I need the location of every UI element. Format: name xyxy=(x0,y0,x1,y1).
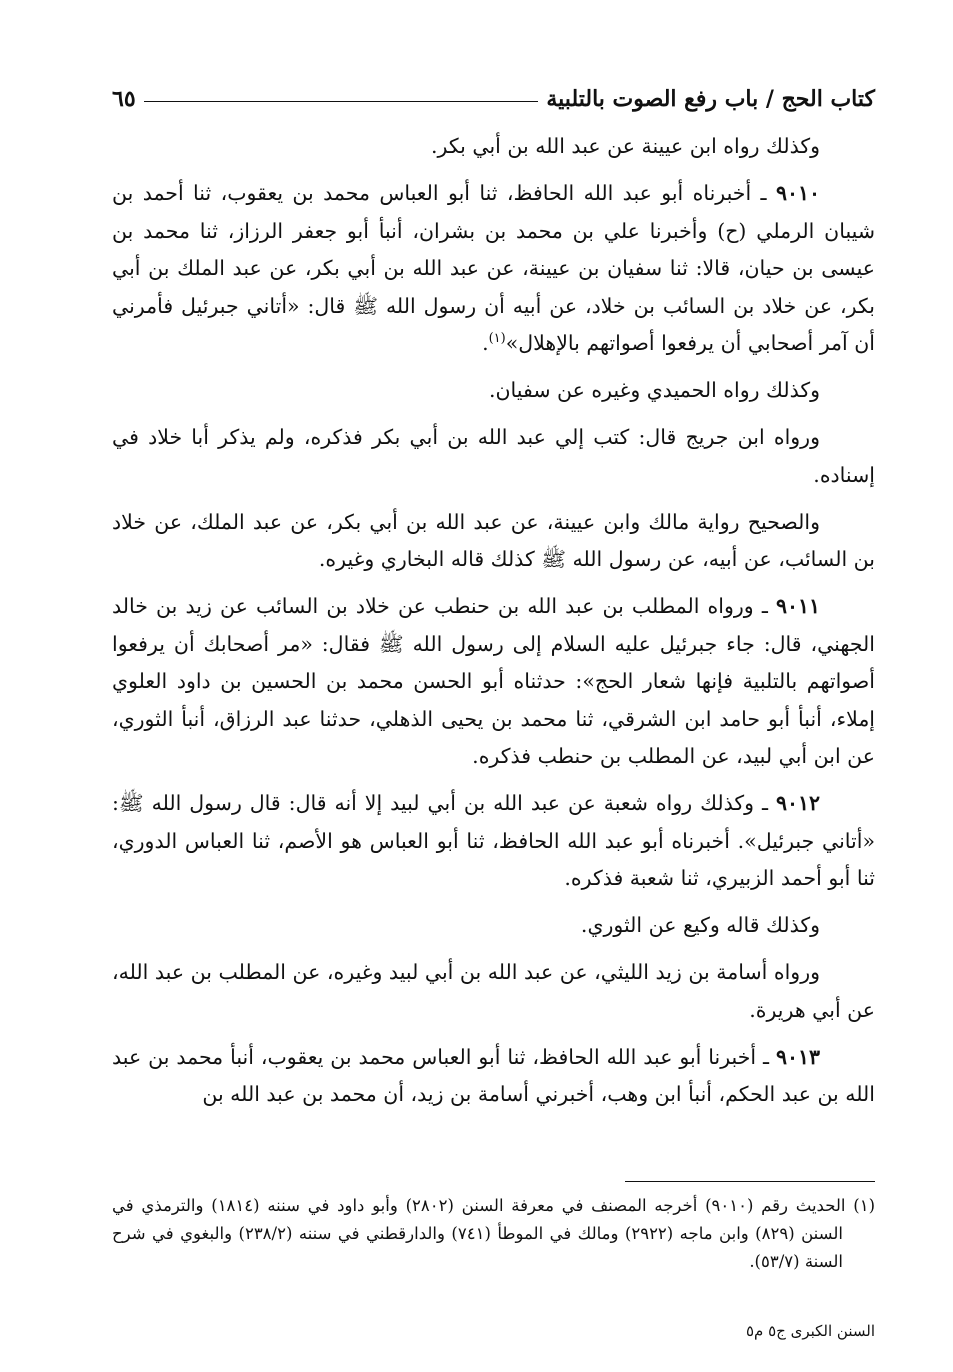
footnotes xyxy=(112,1192,875,1276)
running-header xyxy=(112,72,875,112)
paragraph xyxy=(112,372,875,410)
hadith-number: ٩٠١٢ xyxy=(775,791,820,815)
footnote: (١) الحديث رقم (٩٠١٠) أخرجه المصنف في معرفة السنن (٢٨٠٢) وأبو داود في سننه (١٨١٤) والترمذي في السنن (٨٢٩) وابن ماجه (٢٩٢٢) ومالك في الموطأ (٧٤١) والدارقطني في سننه (٢٣٨/٢) والبغوي في شرح السنة (٥٣/٧). xyxy=(112,1196,875,1271)
hadith-number: ٩٠١٣ xyxy=(775,1044,820,1069)
paragraph-text: ـ أخبرنا أبو عبد الله الحافظ، ثنا أبو العباس محمد بن يعقوب، أنبأ محمد بن عبد الله بن عبد الحكم، أنبأ ابن وهب، أخبرني أسامة بن زيد، أن محمد بن عبد الله بن xyxy=(112,1044,875,1106)
hadith-paragraph xyxy=(112,785,875,898)
paragraph-text: ـ ورواه المطلب بن عبد الله بن حنطب عن خلاد بن السائب عن زيد بن خالد الجهني، قال: جاء جبرئيل عليه السلام إلى رسول الله ﷺ فقال: «مر أصحابك أن يرفعوا أصواتهم بالتلبية فإنها شعار الحج»: حدثناه أبو الحسن محمد بن الحسين بن داود العلوي إملاء، أنبأ أبو حامد ابن الشرقي، ثنا محمد بن يحيى الذهلي، حدثنا عبد الرزاق، أنبأ الثوري، عن ابن أبي لبيد، عن المطلب بن حنطب فذكره. xyxy=(112,594,875,768)
paragraph-end: . xyxy=(482,331,489,355)
hadith-number: ٩٠١٠ xyxy=(775,181,820,205)
page-footer: السنن الكبرى ج٥ م٥ xyxy=(745,1322,875,1340)
main-text xyxy=(112,128,875,1123)
paragraph-text: ورواه أسامة بن زيد الليثي، عن عبد الله بن أبي لبيد وغيره، عن المطلب بن عبد الله، عن أبي هريرة. xyxy=(112,960,875,1022)
header-rule xyxy=(144,101,539,102)
footnote-reference[interactable]: (١) xyxy=(488,331,506,347)
paragraph-text: ـ وكذلك رواه شعبة عن عبد الله بن أبي لبيد إلا أنه قال: قال رسول الله ﷺ: «أتاني جبرئيل». أخبرناه أبو عبد الله الحافظ، ثنا أبو العباس هو الأصم، ثنا العباس الدوري، ثنا أبو أحمد الزبيري، ثنا شعبة فذكره. xyxy=(112,791,875,890)
header-title: كتاب الحج / باب رفع الصوت بالتلبية xyxy=(546,86,875,112)
paragraph xyxy=(112,419,875,494)
paragraph xyxy=(112,907,875,945)
paragraph xyxy=(112,954,875,1029)
paragraph-text: والصحيح رواية مالك وابن عيينة، عن عبد الله بن أبي بكر، عن عبد الملك، عن خلاد بن السائب، عن أبيه، عن رسول الله ﷺ كذلك قاله البخاري وغيره. xyxy=(112,509,875,571)
paragraph-text: وكذلك قاله وكيع عن الثوري. xyxy=(580,913,820,937)
hadith-paragraph xyxy=(112,1039,875,1114)
paragraph xyxy=(112,128,875,166)
footnote-divider xyxy=(625,1181,875,1182)
paragraph-text: وكذلك رواه ابن عيينة عن عبد الله بن أبي بكر. xyxy=(431,134,820,158)
hadith-paragraph xyxy=(112,175,875,363)
paragraph-text: ورواه ابن جريج قال: كتب إلي عبد الله بن أبي بكر فذكره، ولم يذكر أبا خلاد في إسناده. xyxy=(112,425,875,487)
paragraph-text: وكذلك رواه الحميدي وغيره عن سفيان. xyxy=(488,378,820,402)
hadith-number: ٩٠١١ xyxy=(775,594,820,618)
page-number: ٦٥ xyxy=(112,86,136,112)
paragraph xyxy=(112,504,875,579)
hadith-paragraph xyxy=(112,588,875,776)
paragraph-text: ـ أخبرناه أبو عبد الله الحافظ، ثنا أبو العباس محمد بن يعقوب، ثنا أحمد بن شيبان الرملي (ح) وأخبرنا علي بن محمد بن بشران، أنبأ أبو جعفر الرزاز، ثنا محمد بن عيسى بن حيان، قالا: ثنا سفيان بن عيينة، عن عبد الله بن أبي بكر، عن عبد الملك بن أبي بكر، عن خلاد بن السائب بن خلاد، عن أبيه أن رسول الله ﷺ قال: «أتاني جبرئيل فأمرني أن آمر أصحابي أن يرفعوا أصواتهم بالإهلال» xyxy=(112,181,875,355)
